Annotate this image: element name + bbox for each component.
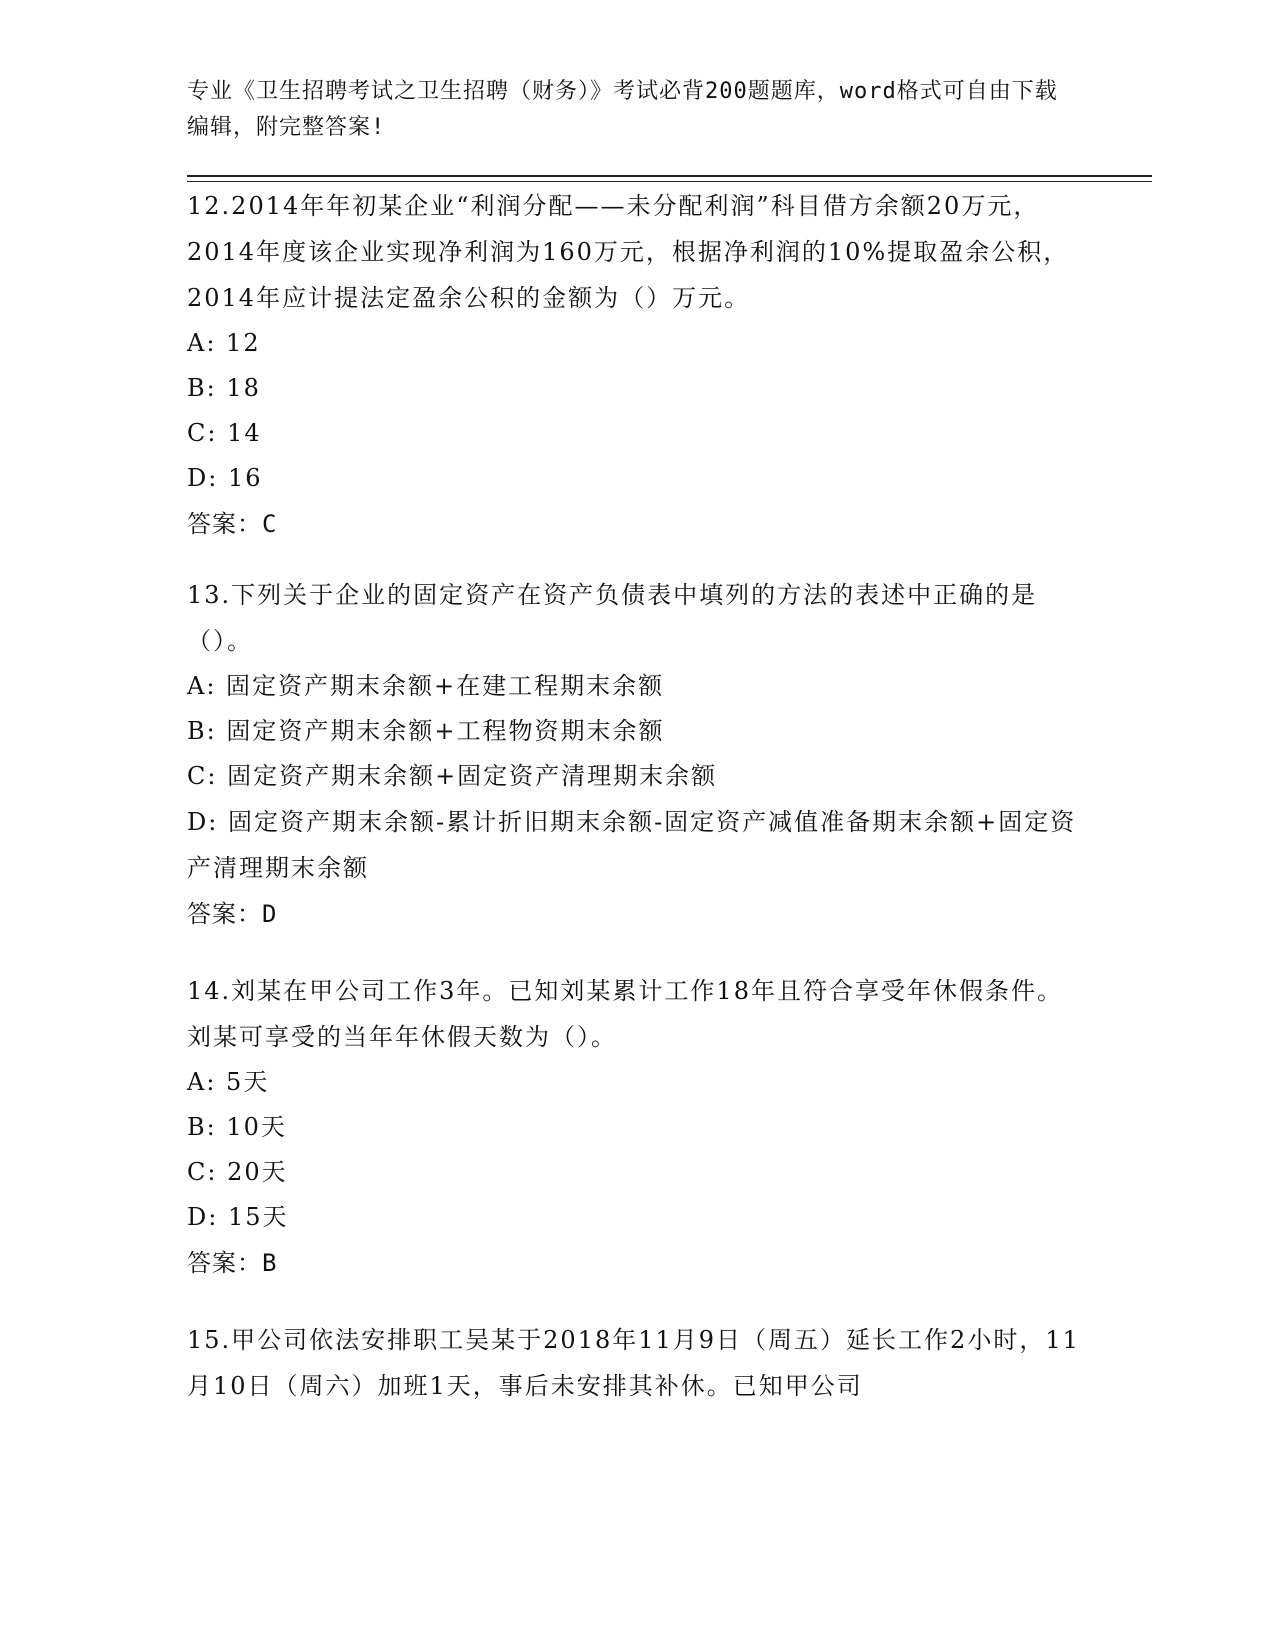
question-15 bbox=[187, 1317, 1087, 1409]
question-stem: 12.2014年年初某企业“利润分配——未分配利润”科目借方余额20万元，2014年度该企业实现净利润为160万元，根据净利润的10%提取盈余公积，2014年应计提法定盈余公积的金额为（）万元。 bbox=[187, 192, 1070, 312]
answer-line: 答案：D bbox=[187, 900, 278, 928]
document-header: 专业《卫生招聘考试之卫生招聘（财务）》考试必背200题题库，word格式可自由下载编辑，附完整答案! bbox=[187, 79, 1058, 140]
answer-line: 答案：B bbox=[187, 1249, 278, 1277]
header-divider-thick bbox=[187, 175, 1152, 177]
question-13 bbox=[187, 572, 1087, 937]
option-c: C: 20天 bbox=[187, 1158, 288, 1186]
option-c: C: 14 bbox=[187, 419, 262, 447]
question-stem: 15.甲公司依法安排职工吴某于2018年11月9日（周五）延长工作2小时，11月10日（周六）加班1天，事后未安排其补休。已知甲公司 bbox=[187, 1326, 1080, 1400]
question-stem: 13.下列关于企业的固定资产在资产负债表中填列的方法的表述中正确的是（）。 bbox=[187, 581, 1038, 655]
question-stem: 14.刘某在甲公司工作3年。已知刘某累计工作18年且符合享受年休假条件。刘某可享受的当年年休假天数为（）。 bbox=[187, 977, 1063, 1051]
option-d: D: 16 bbox=[187, 464, 263, 492]
option-a: A: 固定资产期末余额+在建工程期末余额 bbox=[187, 672, 665, 700]
answer-line: 答案：C bbox=[187, 510, 278, 538]
option-c: C: 固定资产期末余额+固定资产清理期末余额 bbox=[187, 762, 718, 790]
question-14 bbox=[187, 968, 1087, 1286]
option-a: A: 12 bbox=[187, 329, 261, 357]
question-12 bbox=[187, 183, 1087, 547]
option-b: B: 固定资产期末余额+工程物资期末余额 bbox=[187, 717, 665, 745]
option-a: A: 5天 bbox=[187, 1068, 270, 1096]
option-b: B: 10天 bbox=[187, 1113, 287, 1141]
option-b: B: 18 bbox=[187, 374, 261, 402]
option-d: D: 固定资产期末余额-累计折旧期末余额-固定资产减值准备期末余额+固定资产清理期末余额 bbox=[187, 808, 1077, 882]
header-divider-thin bbox=[187, 181, 1152, 182]
option-d: D: 15天 bbox=[187, 1203, 289, 1231]
